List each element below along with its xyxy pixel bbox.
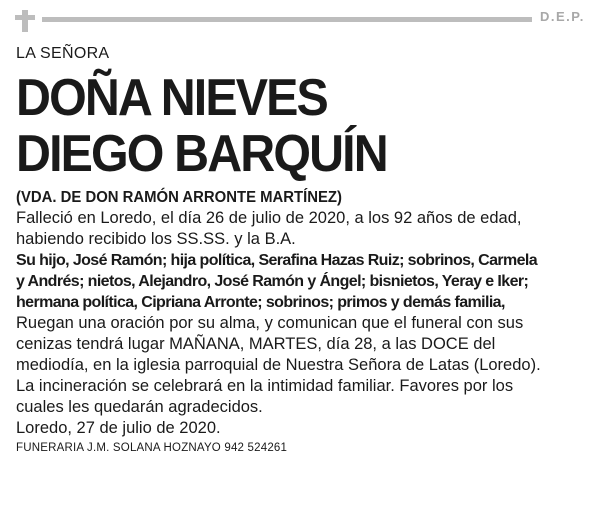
family-line-2: y Andrés; nietos, Alejandro, José Ramón y Ángel; bisnietos, Yeray e Iker; <box>16 273 529 290</box>
deceased-name <box>16 70 548 182</box>
funeral-details <box>16 313 588 418</box>
family-list <box>16 250 588 313</box>
death-line-1: Falleció en Loredo, el día 26 de julio de 2020, a los 92 años de edad, <box>16 209 522 227</box>
family-line-3: hermana política, Cipriana Arronte; sobrinos; primos y demás familia, <box>16 294 505 311</box>
funeral-line-5: cuales les quedarán agradecidos. <box>16 398 263 416</box>
funeral-line-2: cenizas tendrá lugar MAÑANA, MARTES, día 28, a las DOCE del <box>16 335 496 353</box>
family-line-1: Su hijo, José Ramón; hija política, Serafina Hazas Ruiz; sobrinos, Carmela <box>16 252 538 269</box>
dep-label: D.E.P. <box>540 9 585 24</box>
death-line-2: habiendo recibido los SS.SS. y la B.A. <box>16 230 296 248</box>
header <box>0 0 600 30</box>
name-line-2: DIEGO BARQUÍN <box>16 125 387 183</box>
notice-body <box>16 44 588 455</box>
header-rule <box>42 17 532 22</box>
funeral-line-4: La incineración se celebrará en la intimidad familiar. Favores por los <box>16 377 514 395</box>
name-line-1: DOÑA NIEVES <box>16 69 327 127</box>
cross-icon <box>14 10 36 32</box>
title-prefix: LA SEÑORA <box>16 45 110 62</box>
place-date: Loredo, 27 de julio de 2020. <box>16 419 221 437</box>
widow-line: (VDA. DE DON RAMÓN ARRONTE MARTÍNEZ) <box>16 189 342 206</box>
funeral-home: FUNERARIA J.M. SOLANA HOZNAYO 942 524261 <box>16 442 288 454</box>
death-statement <box>16 208 588 250</box>
funeral-line-3: mediodía, en la iglesia parroquial de Nuestra Señora de Latas (Loredo). <box>16 356 541 374</box>
funeral-line-1: Ruegan una oración por su alma, y comunican que el funeral con sus <box>16 314 524 332</box>
